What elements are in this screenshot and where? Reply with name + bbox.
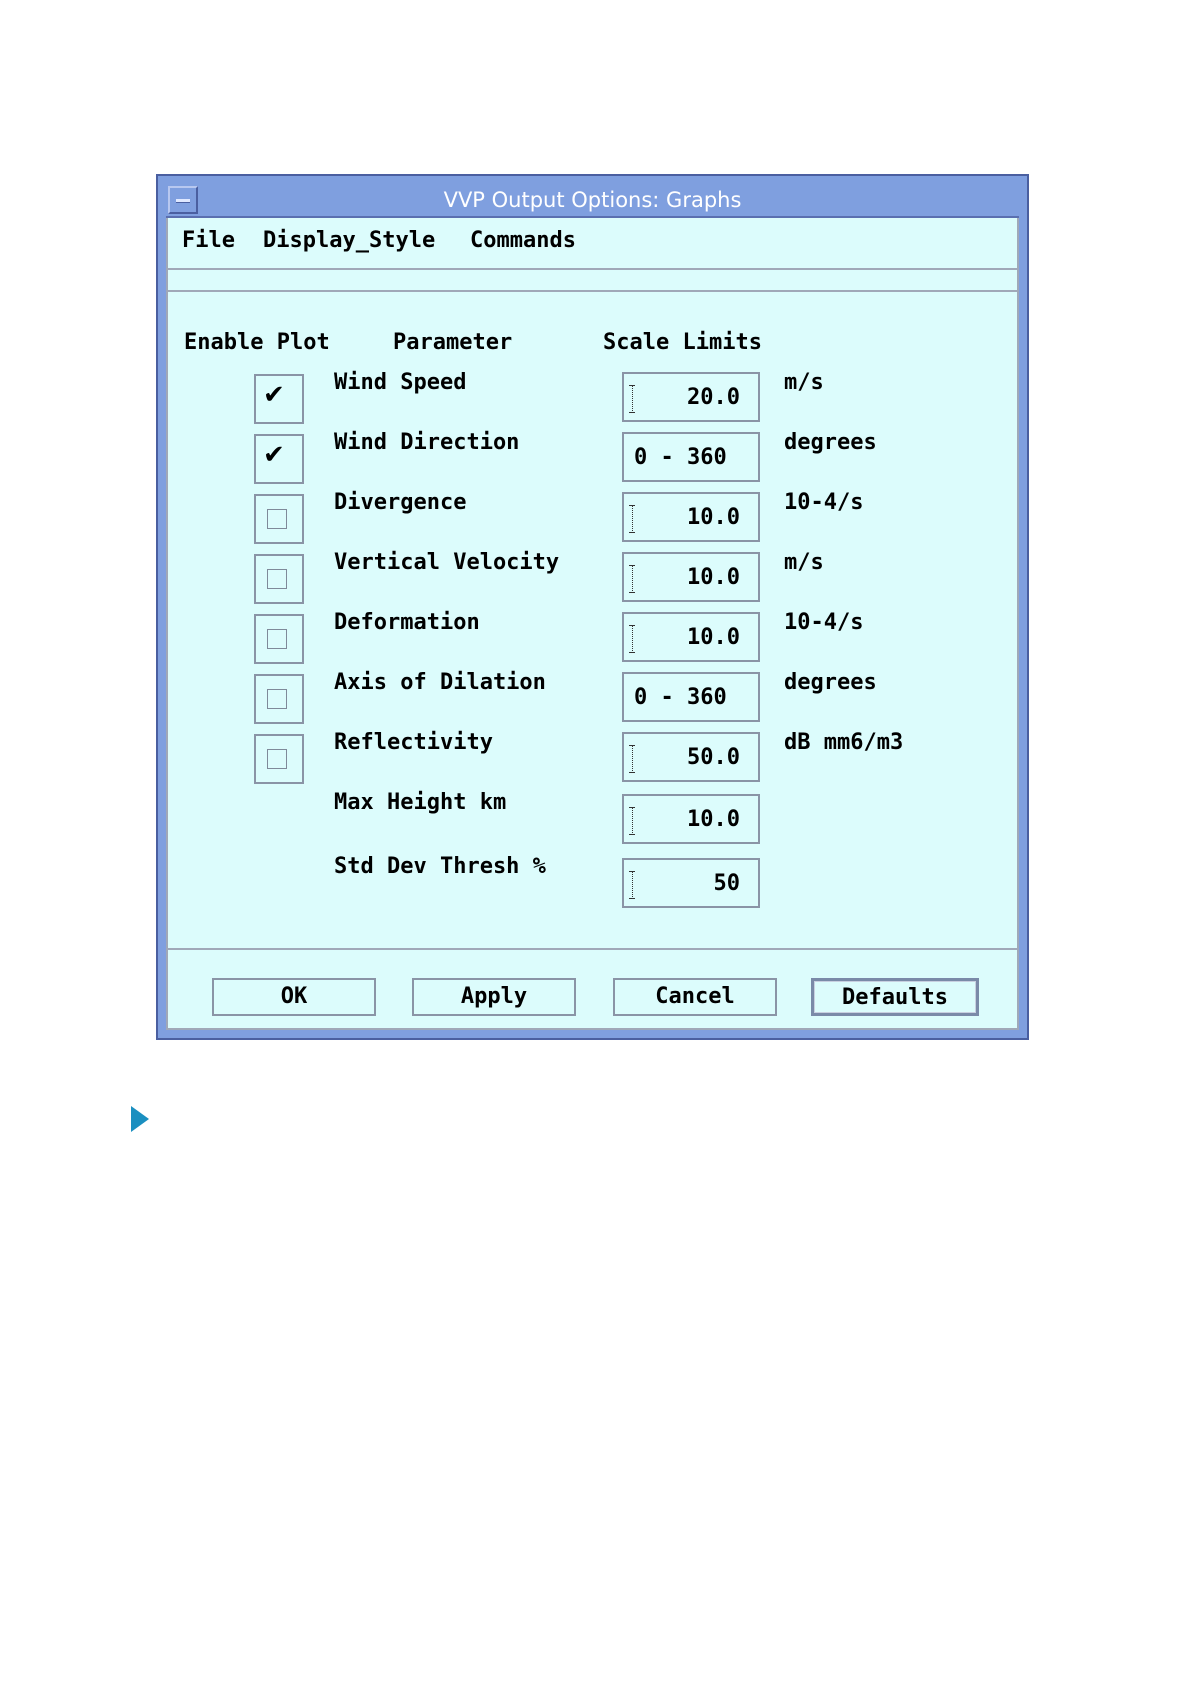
header-enable-plot: Enable Plot	[184, 330, 330, 355]
scale-limit-value: 10.0	[687, 505, 740, 530]
scale-limit-value: 0 - 360	[634, 685, 727, 710]
scale-limit-value: 0 - 360	[634, 445, 727, 470]
enable-plot-checkbox[interactable]	[254, 434, 304, 484]
apply-button[interactable]: Apply	[412, 978, 576, 1016]
enable-plot-checkbox[interactable]	[254, 494, 304, 544]
field-value: 10.0	[687, 807, 740, 832]
scale-limit-field[interactable]	[622, 552, 760, 602]
checkmark-icon: ✔	[263, 440, 285, 470]
parameter-label: Wind Speed	[334, 370, 467, 395]
scale-limit-field[interactable]	[622, 612, 760, 662]
checkbox-box-icon	[267, 749, 287, 769]
checkbox-box-icon	[267, 509, 287, 529]
scale-limit-value: 50.0	[687, 745, 740, 770]
unit-label: dB mm6/m3	[784, 730, 904, 755]
scale-limit-field[interactable]	[622, 372, 760, 422]
unit-label: degrees	[784, 670, 877, 695]
unit-label: degrees	[784, 430, 877, 455]
std-dev-thresh-label: Std Dev Thresh %	[334, 854, 546, 879]
enable-plot-checkbox[interactable]	[254, 614, 304, 664]
checkmark-icon: ✔	[263, 380, 285, 410]
checkbox-box-icon	[267, 689, 287, 709]
std-dev-thresh-field[interactable]	[622, 858, 760, 908]
ok-button[interactable]: OK	[212, 978, 376, 1016]
parameter-label: Axis of Dilation	[334, 670, 546, 695]
field-value: 50	[713, 871, 740, 896]
unit-label: 10-4/s	[784, 490, 864, 515]
menu-commands[interactable]: Commands	[470, 228, 576, 253]
scale-limit-field	[622, 432, 760, 482]
unit-label: 10-4/s	[784, 610, 864, 635]
unit-label: m/s	[784, 550, 824, 575]
scale-limit-field[interactable]	[622, 732, 760, 782]
text-cursor-icon	[632, 505, 639, 533]
button-bar	[168, 948, 1017, 1028]
cancel-button[interactable]: Cancel	[613, 978, 777, 1016]
triangle-arrow-icon	[131, 1106, 149, 1132]
scale-limit-value: 10.0	[687, 625, 740, 650]
scale-limit-field[interactable]	[622, 492, 760, 542]
vvp-output-options-window	[156, 174, 1029, 1040]
parameter-label: Vertical Velocity	[334, 550, 560, 575]
header-scale-limits: Scale Limits	[603, 330, 762, 355]
checkbox-box-icon	[267, 629, 287, 649]
max-height-field[interactable]	[622, 794, 760, 844]
menu-file[interactable]: File	[182, 228, 235, 253]
options-panel	[168, 292, 1017, 946]
enable-plot-checkbox[interactable]	[254, 554, 304, 604]
text-cursor-icon	[632, 385, 639, 413]
enable-plot-checkbox[interactable]	[254, 734, 304, 784]
separator-band	[168, 270, 1017, 292]
parameter-label: Reflectivity	[334, 730, 493, 755]
text-cursor-icon	[632, 871, 639, 899]
unit-label: m/s	[784, 370, 824, 395]
scale-limit-value: 20.0	[687, 385, 740, 410]
menu-display-style[interactable]: Display_Style	[263, 228, 436, 253]
header-parameter: Parameter	[393, 330, 513, 355]
menu-bar	[168, 218, 1017, 270]
parameter-label: Wind Direction	[334, 430, 520, 455]
text-cursor-icon	[632, 807, 639, 835]
parameter-label: Deformation	[334, 610, 480, 635]
text-cursor-icon	[632, 625, 639, 653]
scale-limit-value: 10.0	[687, 565, 740, 590]
parameter-label: Divergence	[334, 490, 467, 515]
enable-plot-checkbox[interactable]	[254, 374, 304, 424]
checkbox-box-icon	[267, 569, 287, 589]
text-cursor-icon	[632, 565, 639, 593]
enable-plot-checkbox[interactable]	[254, 674, 304, 724]
max-height-label: Max Height km	[334, 790, 507, 815]
title-bar[interactable]	[166, 184, 1019, 218]
scale-limit-field	[622, 672, 760, 722]
text-cursor-icon	[632, 745, 639, 773]
window-title: VVP Output Options: Graphs	[443, 188, 742, 212]
defaults-button[interactable]: Defaults	[811, 978, 979, 1016]
